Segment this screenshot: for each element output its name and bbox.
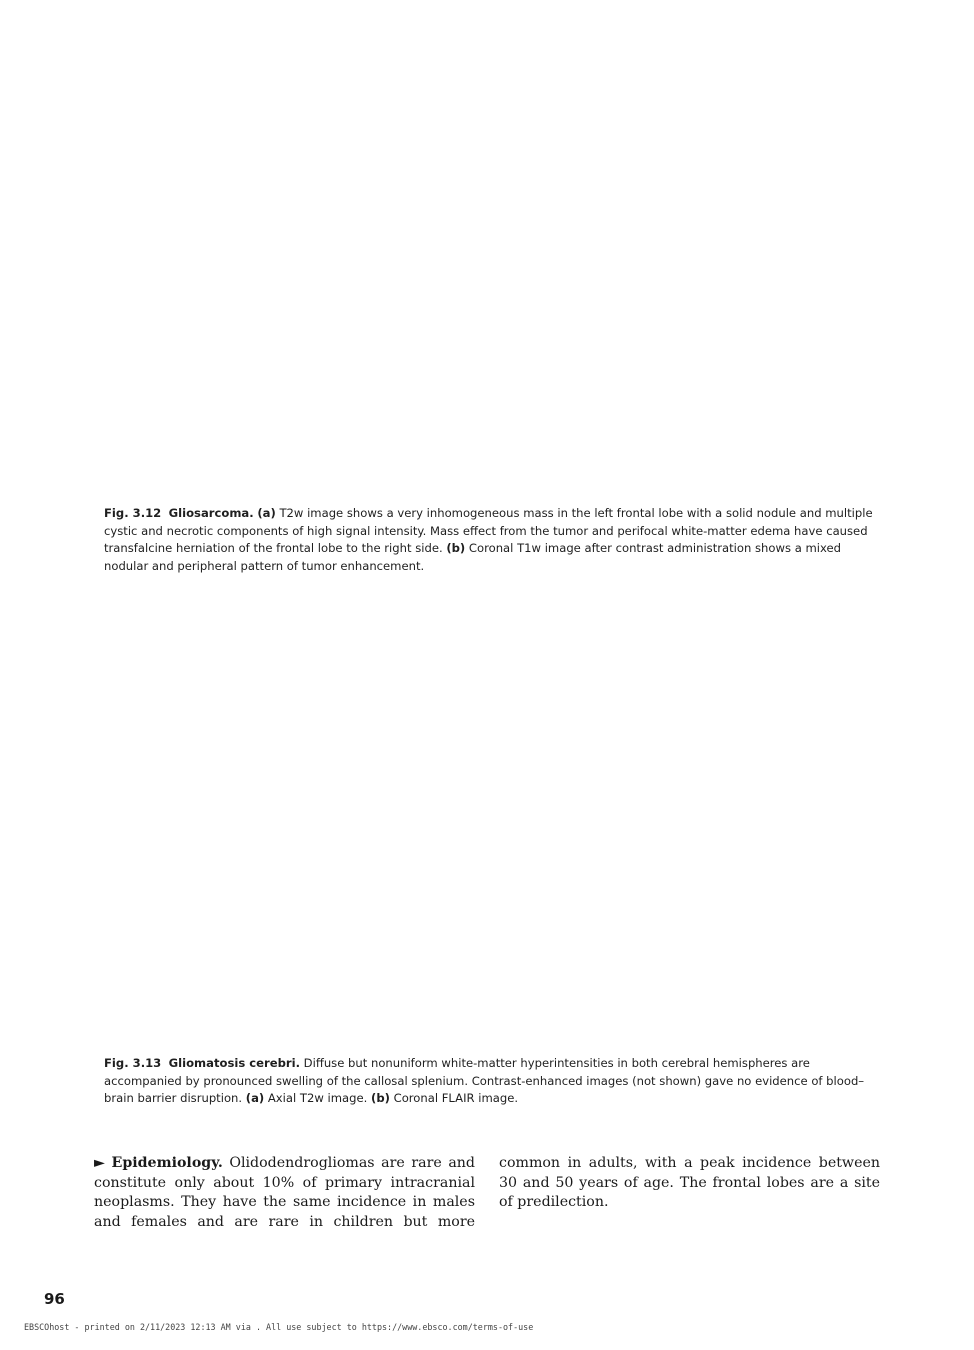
figure-caption-3-13: [104, 1055, 879, 1108]
caption-text: Axial T2w image.: [264, 1091, 372, 1106]
figure-title: Gliosarcoma.: [168, 506, 254, 520]
caption-text: Diffuse but nonuniform white-matter hyperintensities in both cerebral hemispheres are accompanied by pronounced swelling of the callosal splenium. Contrast-enhanced images (not shown) gave no evidence of blood–brain barrier disruption.: [104, 1056, 865, 1106]
part-marker: (b): [371, 1091, 390, 1106]
section-heading: Epidemiology.: [111, 1155, 223, 1171]
print-footer: EBSCOhost - printed on 2/11/2023 12:13 AM via . All use subject to https://www.ebsco.com/terms-of-use: [24, 1322, 534, 1332]
epidemiology-paragraph: [94, 1154, 880, 1232]
caption-text: T2w image shows a very inhomogeneous mass in the left frontal lobe with a solid nodule and multiple cystic and necrotic components of high signal intensity. Mass effect from the tumor and perifocal white-matter edema have caused transfalcine herniation of the frontal lobe to the right side.: [104, 506, 873, 556]
caption-text: Coronal T1w image after contrast administration shows a mixed nodular and peripheral pattern of tumor enhancement.: [104, 541, 842, 573]
part-marker: (a): [257, 506, 276, 520]
figure-label: Fig. 3.12: [104, 506, 162, 520]
figure-caption-3-12: [104, 505, 879, 575]
figure-label: Fig. 3.13: [104, 1056, 162, 1070]
bullet-icon: ►: [94, 1155, 105, 1171]
page-number: 96: [44, 1290, 65, 1308]
part-marker: (a): [245, 1091, 265, 1106]
figure-title: Gliomatosis cerebri.: [168, 1056, 300, 1070]
caption-text: Coronal FLAIR image.: [389, 1091, 519, 1106]
paragraph-text: Olidodendrogliomas are rare and constitute only about 10% of primary intracranial neoplasms. They have the same incidence in males and females and are rare in children but more common in adults, with a peak incidence between 30 and 50 years of age. The frontal lobes are a site of predilection.: [94, 1155, 880, 1230]
part-marker: (b): [446, 541, 466, 556]
